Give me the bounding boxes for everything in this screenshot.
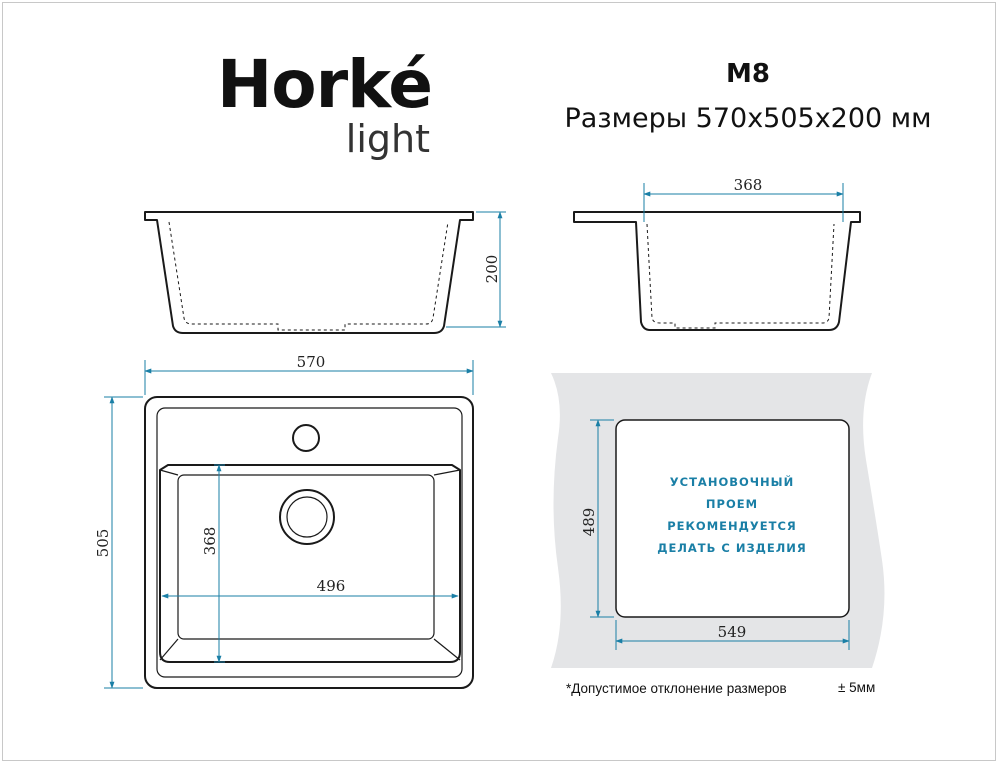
model-label: M8: [726, 59, 770, 89]
tolerance-value: ± 5мм: [838, 680, 876, 695]
overall-width-label: 570: [296, 353, 326, 371]
bowl-width-label: 496: [316, 577, 346, 595]
brand-logo: [217, 46, 432, 161]
brand-name: Horké: [216, 46, 432, 123]
top-plan-view: [94, 353, 473, 688]
cutout-note-line-3: РЕКОМЕНДУЕТСЯ: [667, 519, 797, 533]
bowl-depth-label: 368: [201, 526, 219, 556]
cutout-note-line-4: ДЕЛАТЬ С ИЗДЕЛИЯ: [657, 541, 807, 555]
front-elevation-view: [145, 212, 506, 333]
brand-subline: light: [345, 117, 430, 161]
cutout-template-view: [551, 373, 884, 668]
overall-depth-label: 505: [94, 528, 112, 558]
overall-dimensions-title: Размеры 570x505x200 мм: [564, 103, 932, 134]
cutout-width-label: 549: [717, 623, 747, 641]
side-elevation-view: [574, 176, 860, 330]
tolerance-footnote: *Допустимое отклонение размеров: [566, 681, 787, 696]
cutout-height-label: 489: [580, 507, 598, 537]
side-bowl-width-label: 368: [733, 176, 763, 194]
tap-hole: [293, 425, 319, 451]
cutout-note-line-2: ПРОЕМ: [705, 497, 759, 511]
drain-inner: [287, 497, 327, 537]
cutout-note-line-1: УСТАНОВОЧНЫЙ: [669, 475, 795, 489]
front-height-label: 200: [483, 254, 501, 284]
drain-outer: [280, 490, 334, 544]
